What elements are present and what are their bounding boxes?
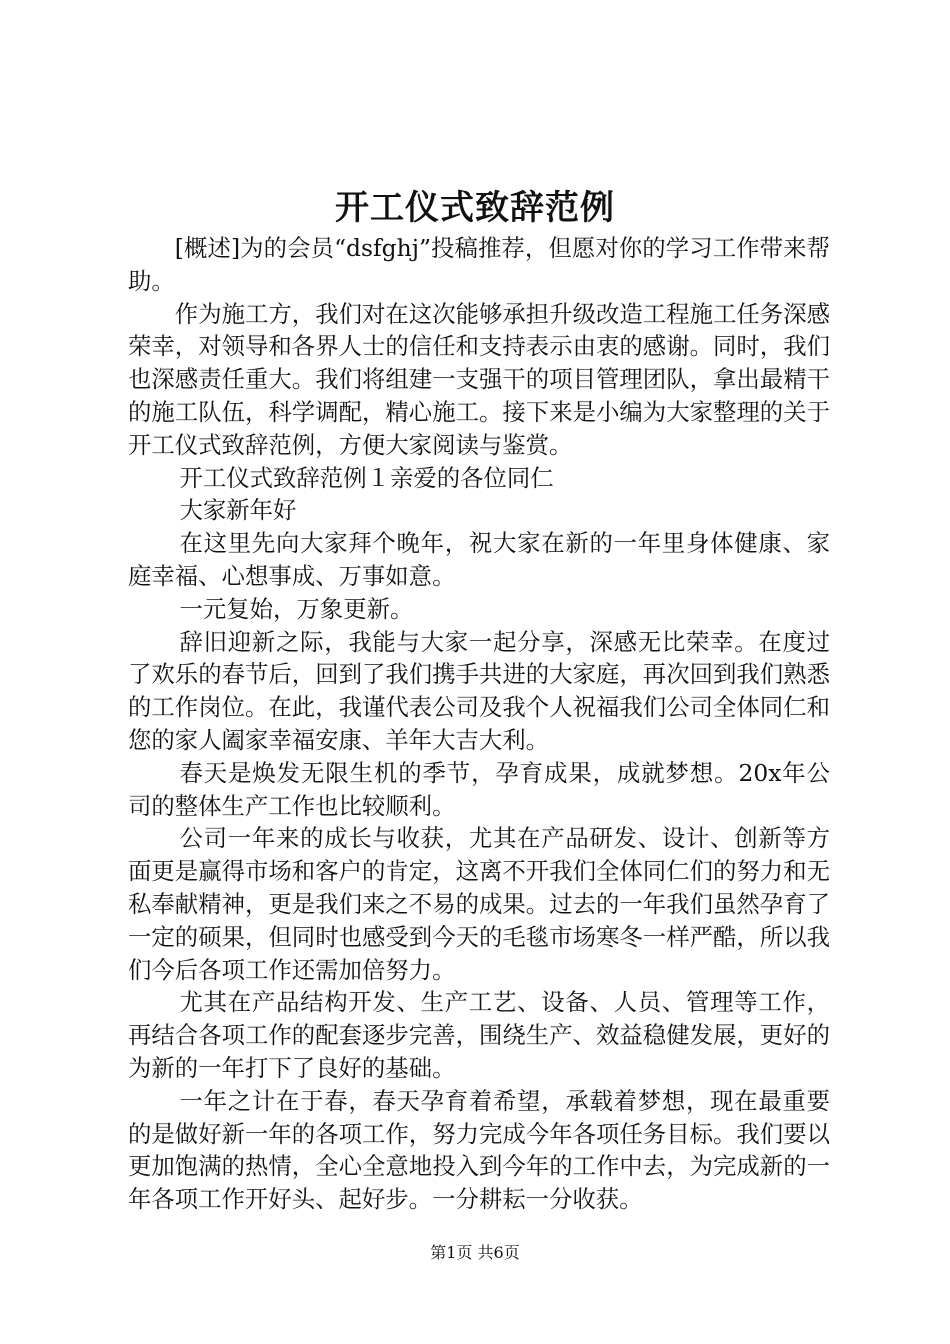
greeting: 大家新年好 xyxy=(179,496,297,525)
page-footer: 第1页 共6页 xyxy=(430,1243,520,1262)
paragraph: 一年之计在于春，春天孕育着希望，承载着梦想，现在最重要的是做好新一年的各项工作，努力完成今年各项任务目标。我们要以更加饱满的热情，全心全意地投入到今年的工作中去，为完成新的一年各项工作开好头、起好步。一分耕耘一分收获。 xyxy=(128,1086,830,1214)
document-body xyxy=(128,232,830,1216)
paragraph: 尤其在产品结构开发、生产工艺、设备、人员、管理等工作，再结合各项工作的配套逐步完善，围绕生产、效益稳健发展，更好的为新的一年打下了良好的基础。 xyxy=(128,988,830,1082)
paragraph: 公司一年来的成长与收获，尤其在产品研发、设计、创新等方面更是赢得市场和客户的肯定，这离不开我们全体同仁们的努力和无私奉献精神，更是我们来之不易的成果。过去的一年我们虽然孕育了一定的硕果，但同时也感受到今天的毛毯市场寒冬一样严酷，所以我们今后各项工作还需加倍努力。 xyxy=(128,824,830,984)
section-heading: 开工仪式致辞范例１亲爱的各位同仁 xyxy=(179,463,554,492)
document-title: 开工仪式致辞范例 xyxy=(335,188,615,228)
paragraph: 在这里先向大家拜个晚年，祝大家在新的一年里身体健康、家庭幸福、心想事成、万事如意。 xyxy=(128,529,830,590)
paragraph-summary: [概述]为的会员“dsfghj”投稿推荐，但愿对你的学习工作带来帮助。 xyxy=(128,234,830,295)
paragraph: 一元复始，万象更新。 xyxy=(179,594,414,623)
paragraph: 春天是焕发无限生机的季节，孕育成果，成就梦想。20x年公司的整体生产工作也比较顺利。 xyxy=(128,758,830,820)
paragraph: 辞旧迎新之际，我能与大家一起分享，深感无比荣幸。在度过了欢乐的春节后，回到了我们携手共进的大家庭，再次回到我们熟悉的工作岗位。在此，我谨代表公司及我个人祝福我们公司全体同仁和您的家人阖家幸福安康、羊年大吉大利。 xyxy=(128,627,830,754)
paragraph: 作为施工方，我们对在这次能够承担升级改造工程施工任务深感荣幸，对领导和各界人士的信任和支持表示由衷的感谢。同时，我们也深感责任重大。我们将组建一支强干的项目管理团队，拿出最精干的施工队伍，科学调配，精心施工。接下来是小编为大家整理的关于开工仪式致辞范例，方便大家阅读与鉴赏。 xyxy=(128,299,830,459)
